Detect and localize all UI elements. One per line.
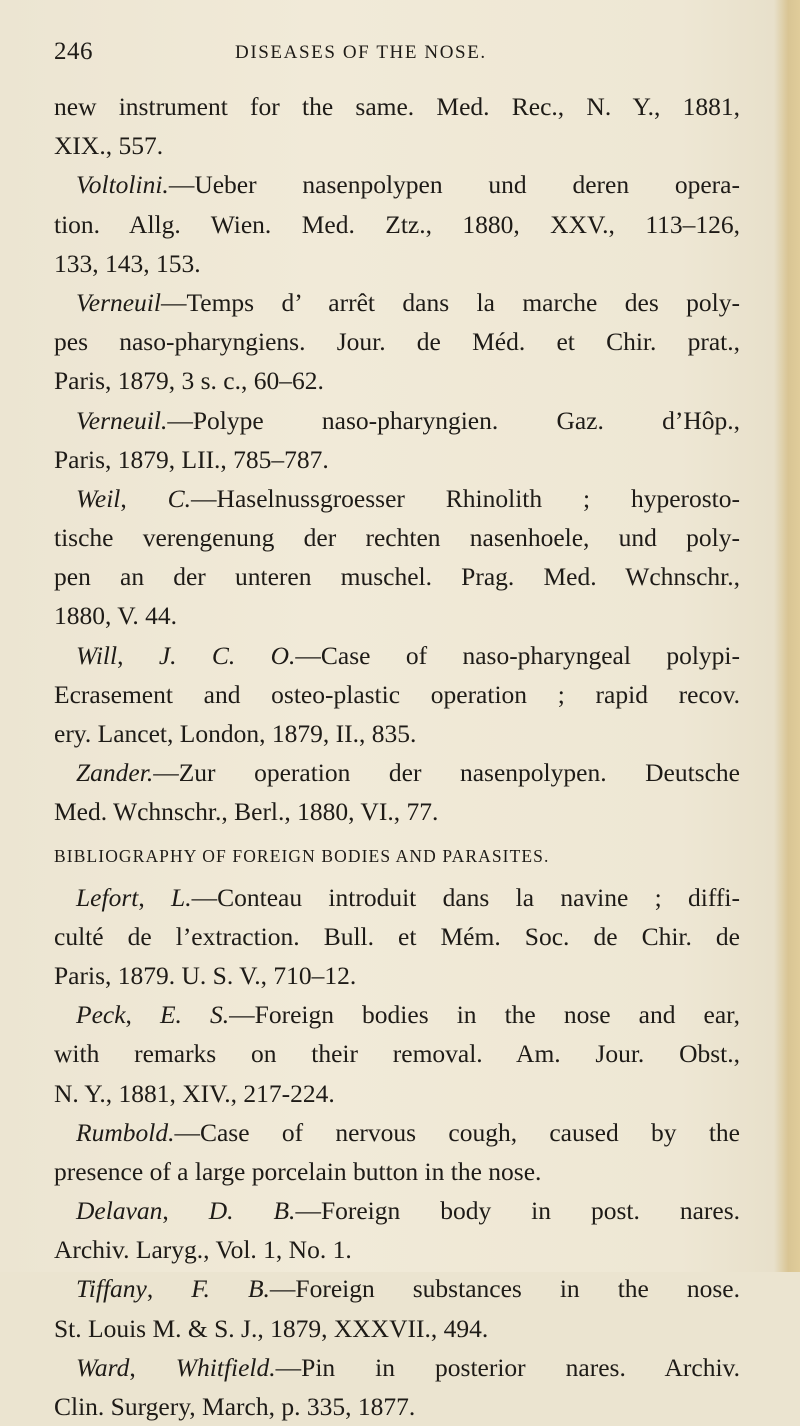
entry-text: XIX., 557. bbox=[54, 131, 164, 161]
bibliography-entry bbox=[54, 995, 740, 1113]
entry-line bbox=[54, 878, 740, 917]
entry-text: pes naso-pharyngiens. Jour. de Méd. et Chir. prat., bbox=[54, 327, 740, 357]
entry-line bbox=[54, 557, 740, 596]
entry-text: —Conteau introduit dans la navine ; diffi- bbox=[191, 882, 740, 912]
entry-line bbox=[54, 479, 740, 518]
entry-author: Will bbox=[76, 640, 118, 670]
entry-author: Ward bbox=[76, 1352, 130, 1382]
entry-initials: D. B. bbox=[208, 1196, 296, 1226]
entry-text: —Ueber nasenpolypen und deren opera- bbox=[168, 170, 740, 200]
entry-text: Clin. Surgery, March, p. 335, 1877. bbox=[54, 1392, 416, 1421]
entry-text: St. Louis M. & S. J., 1879, XXXVII., 494. bbox=[54, 1313, 489, 1343]
entry-text: —Foreign substances in the nose. bbox=[269, 1274, 740, 1304]
entry-line bbox=[54, 1230, 740, 1269]
entry-text: —Foreign bodies in the nose and ear, bbox=[229, 1000, 741, 1030]
entry-line bbox=[54, 401, 740, 440]
entry-text: culté de l’extraction. Bull. et Mém. Soc. de Chir. de bbox=[54, 921, 740, 951]
entry-author: Verneuil bbox=[76, 287, 161, 317]
entry-line bbox=[54, 165, 740, 204]
entry-line bbox=[54, 283, 740, 322]
entry-text: —Temps d’ arrêt dans la marche des poly- bbox=[160, 287, 740, 317]
entry-text: N. Y., 1881, XIV., 217-224. bbox=[54, 1078, 335, 1108]
entry-text: —Zur operation der nasenpolypen. Deutsche bbox=[153, 758, 740, 788]
page-edge-shading bbox=[774, 0, 800, 1272]
entry-initials: F. B. bbox=[191, 1274, 270, 1304]
entry-line bbox=[54, 1269, 740, 1308]
page-header bbox=[54, 38, 754, 72]
entry-author: Verneuil. bbox=[76, 405, 168, 435]
bibliography-entry bbox=[54, 87, 740, 165]
bibliography-list-nose-tumors bbox=[54, 87, 740, 832]
entry-text: Paris, 1879, LII., 785–787. bbox=[54, 444, 329, 474]
entry-author: Lefort bbox=[76, 882, 139, 912]
entry-line bbox=[54, 361, 740, 400]
entry-initials: C. bbox=[167, 483, 192, 513]
entry-line bbox=[54, 753, 740, 792]
entry-initials: L. bbox=[171, 882, 192, 912]
entry-text: —Case of naso-pharyngeal polypi- bbox=[295, 640, 740, 670]
entry-separator: , bbox=[146, 1274, 192, 1304]
entry-author: Peck bbox=[76, 1000, 126, 1030]
page-number: 246 bbox=[54, 38, 93, 65]
entry-text: pen an der unteren muschel. Prag. Med. Wchnschr., bbox=[54, 562, 740, 592]
entry-separator: , bbox=[125, 1000, 160, 1030]
entry-author: Tiffany bbox=[76, 1274, 147, 1304]
entry-text: tion. Allg. Wien. Med. Ztz., 1880, XXV., 113–126, bbox=[54, 209, 740, 239]
entry-text: with remarks on their removal. Am. Jour. Obst., bbox=[54, 1039, 740, 1069]
entry-text: Archiv. Laryg., Vol. 1, No. 1. bbox=[54, 1235, 352, 1265]
entry-line bbox=[54, 1113, 740, 1152]
entry-author: Weil bbox=[76, 483, 121, 513]
entry-separator: , bbox=[117, 640, 159, 670]
entry-author: Delavan bbox=[76, 1196, 163, 1226]
entry-text: —Pin in posterior nares. Archiv. bbox=[275, 1352, 740, 1382]
entry-line bbox=[54, 1191, 740, 1230]
entry-separator: , bbox=[120, 483, 168, 513]
entry-text: —Haselnussgroesser Rhinolith ; hyperosto- bbox=[191, 483, 740, 513]
entry-separator: , bbox=[129, 1352, 176, 1382]
entry-text: —Case of nervous cough, caused by the bbox=[174, 1117, 740, 1147]
bibliography-entry bbox=[54, 1113, 740, 1191]
bibliography-list-foreign-bodies bbox=[54, 878, 740, 1426]
entry-initials: J. C. O. bbox=[158, 640, 296, 670]
entry-line bbox=[54, 87, 740, 126]
entry-text: Med. Wchnschr., Berl., 1880, VI., 77. bbox=[54, 797, 439, 827]
entry-line bbox=[54, 675, 740, 714]
entry-line bbox=[54, 596, 740, 635]
bibliography-entry bbox=[54, 636, 740, 754]
entry-text: 1880, V. 44. bbox=[54, 601, 178, 631]
entry-text: Paris, 1879, 3 s. c., 60–62. bbox=[54, 366, 324, 396]
entry-line bbox=[54, 205, 740, 244]
entry-author: Rumbold. bbox=[76, 1117, 175, 1147]
entry-text: —Foreign body in post. nares. bbox=[295, 1196, 740, 1226]
entry-initials: Whitfield. bbox=[175, 1352, 276, 1382]
entry-line bbox=[54, 126, 740, 165]
entry-line bbox=[54, 956, 740, 995]
entry-author: Zander. bbox=[76, 758, 154, 788]
entry-line bbox=[54, 518, 740, 557]
entry-line bbox=[54, 995, 740, 1034]
bibliography-entry bbox=[54, 479, 740, 636]
bibliography-entry bbox=[54, 401, 740, 479]
entry-line bbox=[54, 322, 740, 361]
entry-line bbox=[54, 1152, 740, 1191]
entry-text: Ecrasement and osteo-plastic operation ; rapid recov. bbox=[54, 679, 740, 709]
entry-line bbox=[54, 1309, 740, 1348]
entry-author: Voltolini. bbox=[76, 170, 169, 200]
bibliography-entry bbox=[54, 283, 740, 401]
entry-text: tische verengenung der rechten nasenhoele, und poly- bbox=[54, 523, 740, 553]
bibliography-entry bbox=[54, 1348, 740, 1426]
entry-line bbox=[54, 244, 740, 283]
entry-text: new instrument for the same. Med. Rec., N. Y., 1881, bbox=[54, 92, 740, 121]
entry-line bbox=[54, 1348, 740, 1387]
bibliography-entry bbox=[54, 1269, 740, 1347]
entry-line bbox=[54, 1034, 740, 1073]
entry-line bbox=[54, 440, 740, 479]
bibliography-entry bbox=[54, 753, 740, 831]
entry-line bbox=[54, 636, 740, 675]
running-title: DISEASES OF THE NOSE. bbox=[235, 42, 487, 63]
entry-text: Paris, 1879. U. S. V., 710–12. bbox=[54, 960, 357, 990]
entry-separator: , bbox=[138, 882, 172, 912]
entry-text: ery. Lancet, London, 1879, II., 835. bbox=[54, 719, 417, 748]
entry-text: —Polype naso-pharyngien. Gaz. d’Hôp., bbox=[167, 405, 740, 435]
entry-line bbox=[54, 917, 740, 956]
page-body bbox=[54, 87, 740, 1426]
entry-line bbox=[54, 714, 740, 753]
bibliography-entry bbox=[54, 878, 740, 996]
entry-separator: , bbox=[162, 1196, 209, 1226]
entry-line bbox=[54, 1074, 740, 1113]
section-heading: BIBLIOGRAPHY OF FOREIGN BODIES AND PARASITES. bbox=[54, 845, 550, 866]
entry-initials: E. S. bbox=[159, 1000, 230, 1030]
bibliography-entry bbox=[54, 165, 740, 283]
entry-text: 133, 143, 153. bbox=[54, 248, 201, 278]
entry-line bbox=[54, 1387, 740, 1426]
entry-line bbox=[54, 792, 740, 831]
bibliography-entry bbox=[54, 1191, 740, 1269]
entry-text: presence of a large porcelain button in the nose. bbox=[54, 1156, 542, 1186]
